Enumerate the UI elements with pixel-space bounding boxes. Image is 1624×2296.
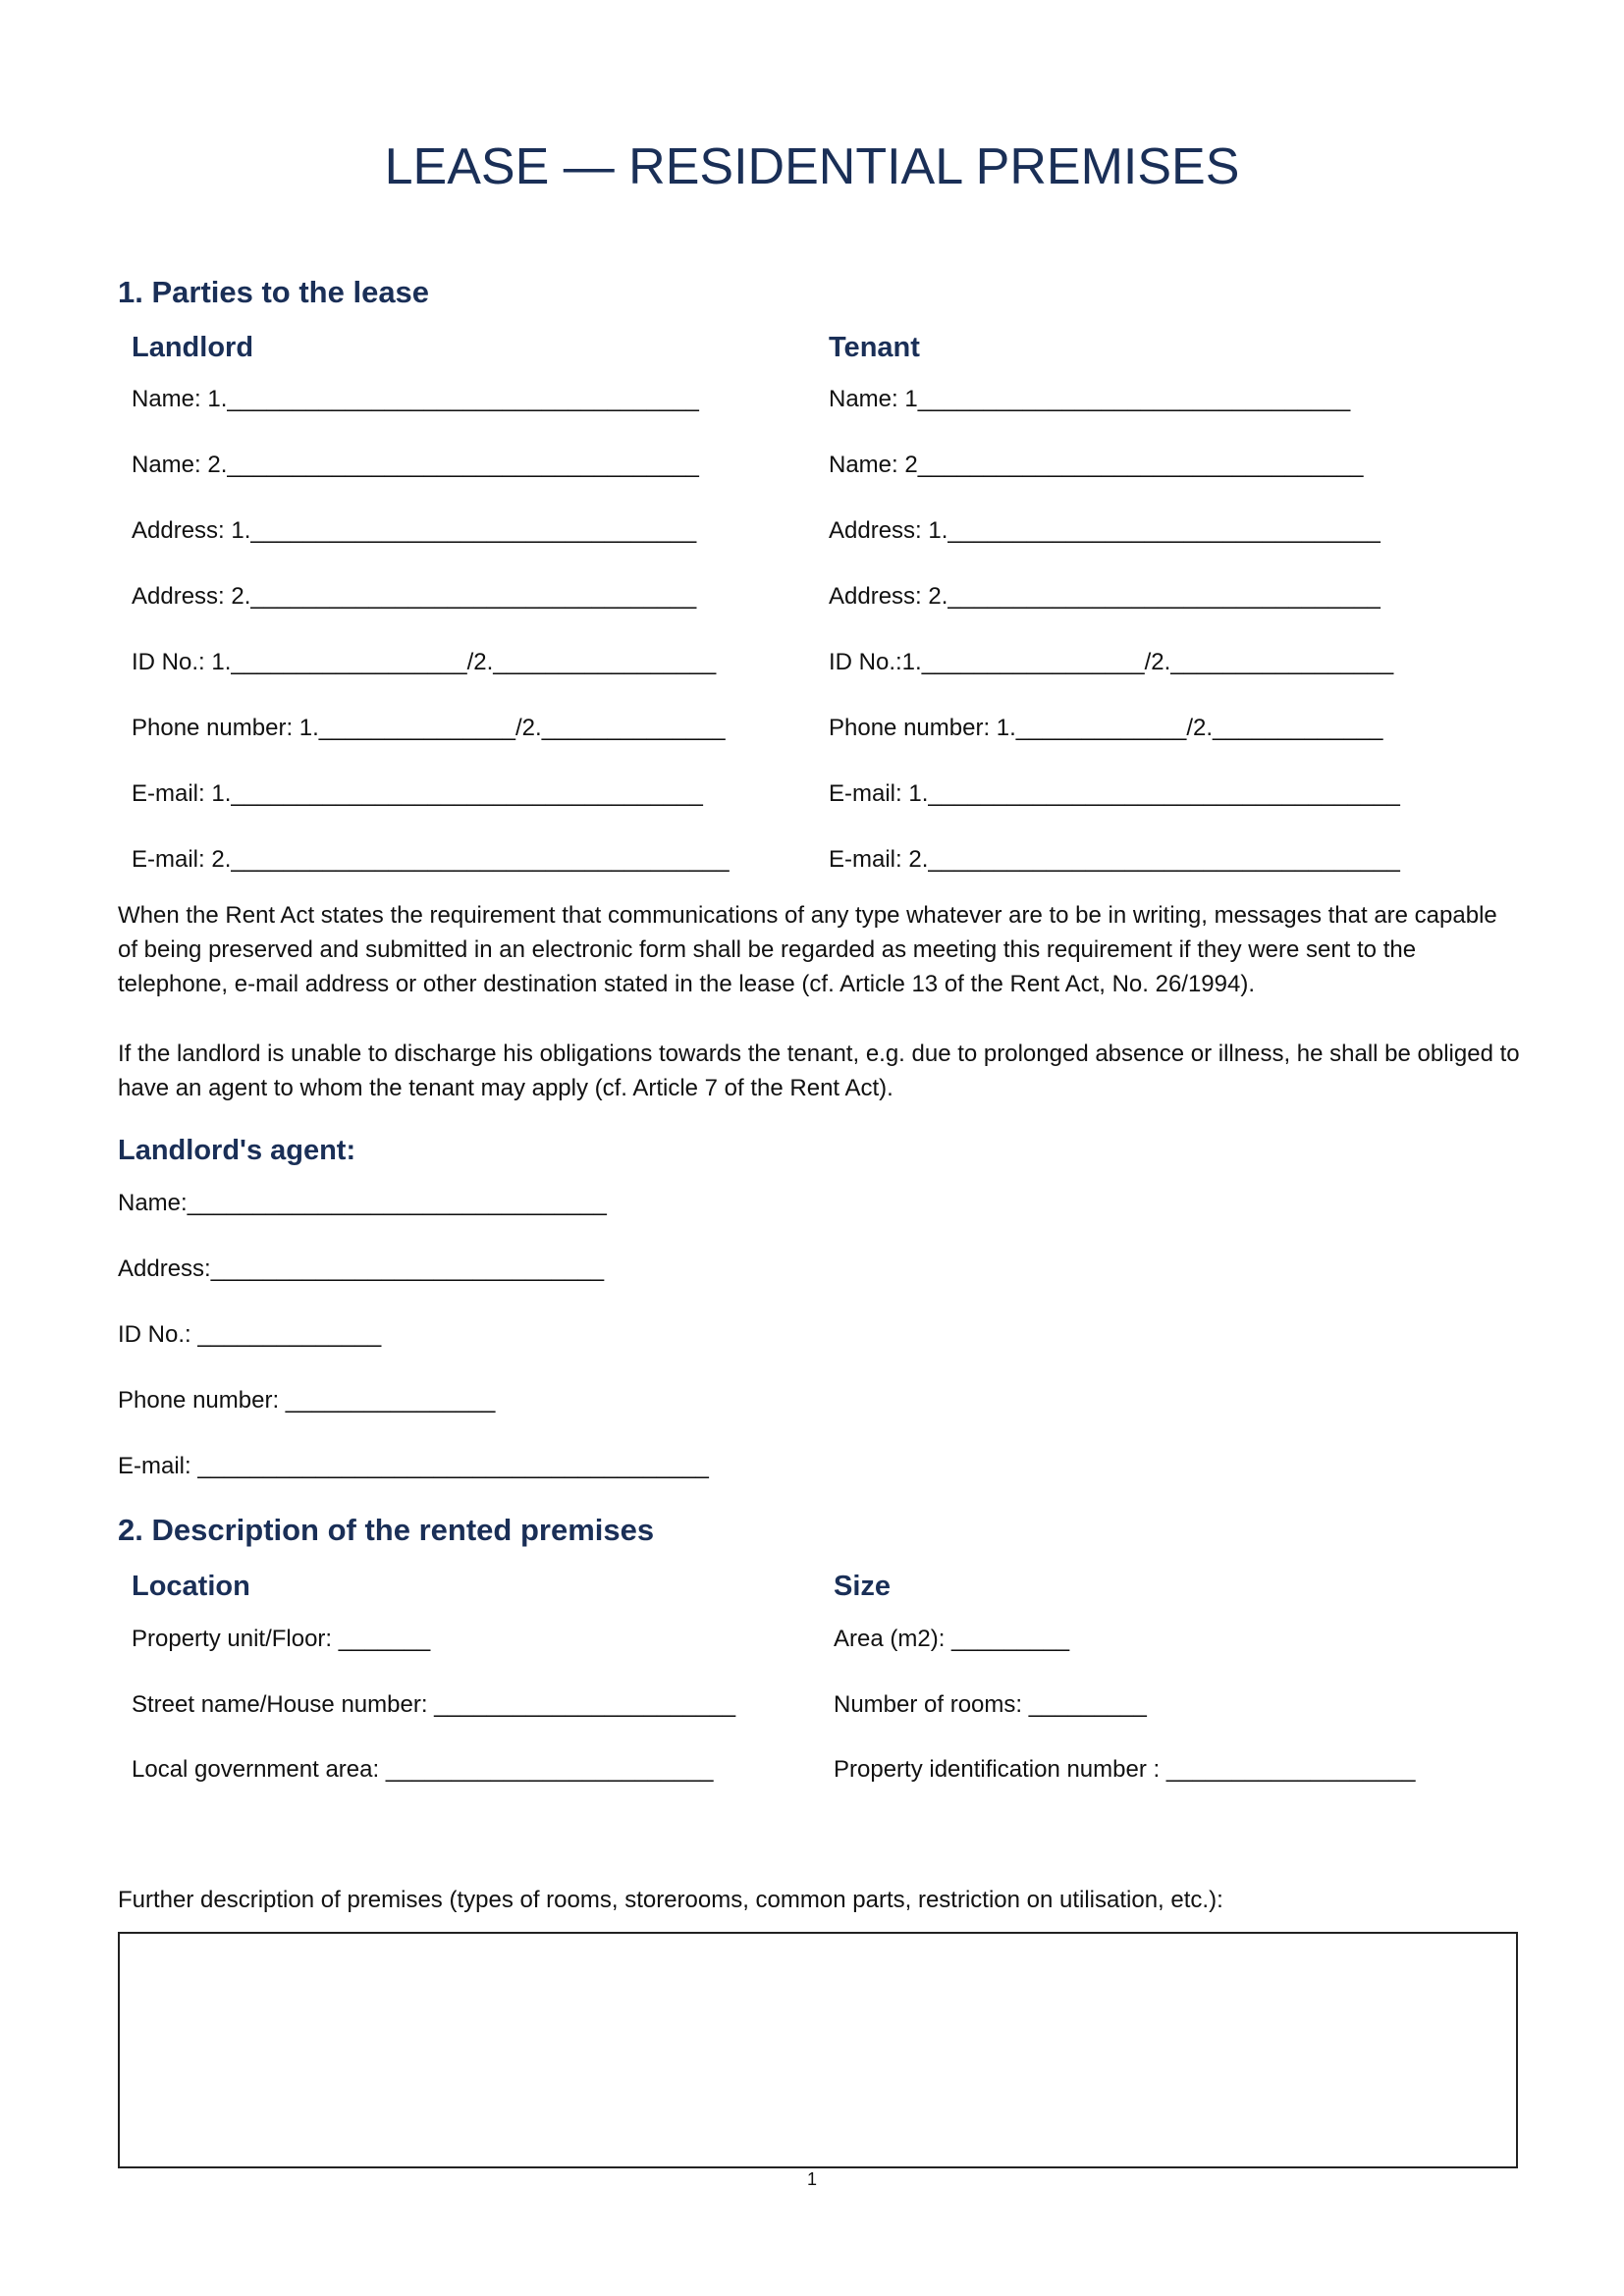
area-m2-field[interactable]: Area (m2): _________ [834,1626,1070,1652]
tenant-id-field[interactable]: ID No.:1._________________/2._________________ [829,649,1394,675]
local-government-area-field[interactable]: Local government area: _________________________ [132,1756,714,1783]
further-description-label: Further description of premises (types of rooms, storerooms, common parts, restriction on utilisation, etc.): [118,1887,1223,1913]
tenant-phone-field[interactable]: Phone number: 1._____________/2._____________ [829,715,1383,741]
landlord-address-1-field[interactable]: Address: 1.__________________________________ [132,517,697,544]
location-heading: Location [132,1571,250,1602]
agent-id-field[interactable]: ID No.: ______________ [118,1321,382,1348]
agent-phone-field[interactable]: Phone number: ________________ [118,1387,496,1414]
further-description-box[interactable] [118,1932,1518,2168]
property-id-number-field[interactable]: Property identification number : ___________________ [834,1756,1416,1783]
tenant-address-1-field[interactable]: Address: 1._________________________________ [829,517,1380,544]
street-house-number-field[interactable]: Street name/House number: _______________________ [132,1691,736,1718]
tenant-name-1-field[interactable]: Name: 1_________________________________ [829,386,1351,412]
landlord-name-1-field[interactable]: Name: 1.____________________________________ [132,386,699,412]
landlord-name-2-field[interactable]: Name: 2.____________________________________ [132,452,699,478]
size-heading: Size [834,1571,892,1602]
section-heading-parties: 1. Parties to the lease [118,275,430,309]
tenant-heading: Tenant [829,332,920,363]
electronic-communication-paragraph: When the Rent Act states the requirement that communications of any type whatever are to be in writing, messages that are capable of being preserved and submitted in an electronic form shall be regarded as meeting this requirement if they were sent to the telephone, e-mail address or other destination stated in the lease (cf. Article 13 of the Rent Act, No. 26/1994). [118,902,1497,997]
tenant-email-1-field[interactable]: E-mail: 1.____________________________________ [829,780,1400,807]
tenant-address-2-field[interactable]: Address: 2._________________________________ [829,583,1380,610]
landlord-phone-field[interactable]: Phone number: 1._______________/2.______________ [132,715,726,741]
page-number: 1 [806,2169,817,2189]
landlord-agent-heading: Landlord's agent: [118,1135,356,1166]
page-title: LEASE — RESIDENTIAL PREMISES [384,138,1240,195]
agent-address-field[interactable]: Address:______________________________ [118,1255,605,1282]
landlord-id-field[interactable]: ID No.: 1.__________________/2._________________ [132,649,717,675]
tenant-name-2-field[interactable]: Name: 2__________________________________ [829,452,1364,478]
landlord-heading: Landlord [132,332,254,363]
agent-name-field[interactable]: Name:________________________________ [118,1190,607,1216]
landlord-email-2-field[interactable]: E-mail: 2.______________________________________ [132,846,730,873]
agent-requirement-paragraph: If the landlord is unable to discharge his obligations towards the tenant, e.g. due to prolonged absence or illness, he shall be obliged to have an agent to whom the tenant may apply (cf. Article 7 of the Rent Act). [118,1041,1520,1101]
number-of-rooms-field[interactable]: Number of rooms: _________ [834,1691,1147,1718]
property-unit-floor-field[interactable]: Property unit/Floor: _______ [132,1626,431,1652]
landlord-address-2-field[interactable]: Address: 2.__________________________________ [132,583,697,610]
tenant-email-2-field[interactable]: E-mail: 2.____________________________________ [829,846,1400,873]
agent-email-field[interactable]: E-mail: _______________________________________ [118,1453,709,1479]
landlord-email-1-field[interactable]: E-mail: 1.____________________________________ [132,780,703,807]
section-heading-description: 2. Description of the rented premises [118,1513,655,1547]
